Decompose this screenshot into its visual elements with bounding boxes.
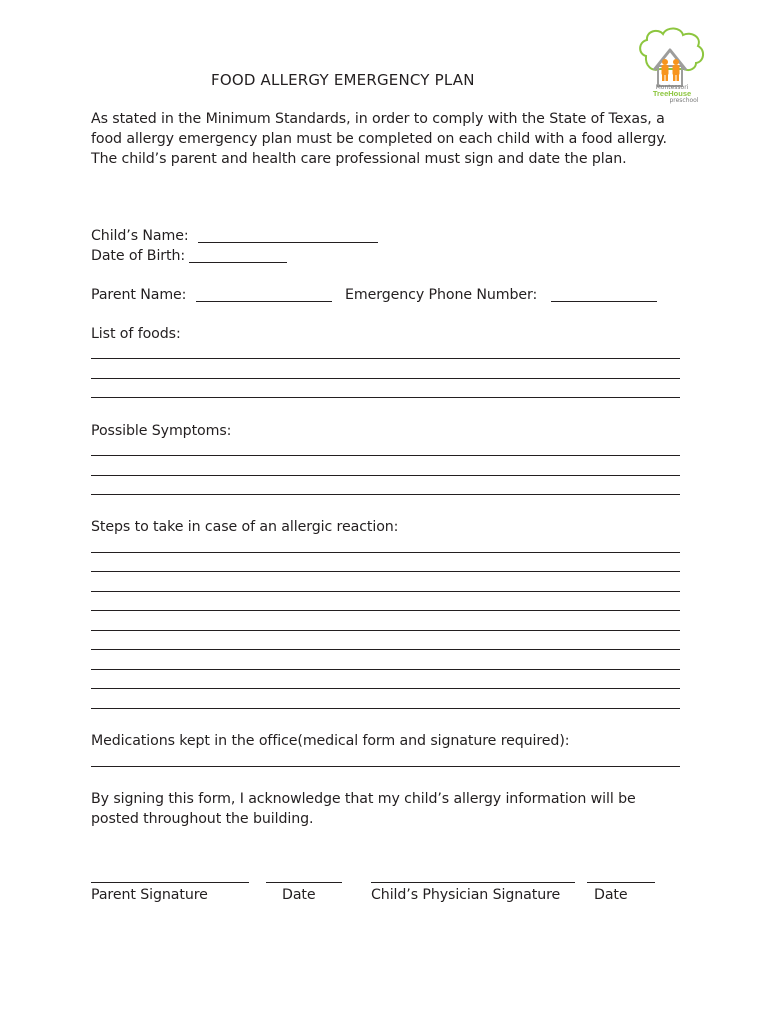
date2-line[interactable] [587,882,655,883]
steps-line[interactable] [91,669,680,670]
steps-label: Steps to take in case of an allergic reaction: [91,519,399,535]
intro-paragraph: As stated in the Minimum Standards, in order to comply with the State of Texas, a food allergy emergency plan must be completed on each child with a food allergy. The child’s parent and health care professional must sign and date the plan. [91,111,667,167]
steps-line[interactable] [91,591,680,592]
foods-line[interactable] [91,378,680,379]
parent-signature-line[interactable] [91,882,249,883]
dob-label: Date of Birth: [91,248,186,264]
steps-line[interactable] [91,630,680,631]
foods-line[interactable] [91,358,680,359]
steps-line[interactable] [91,708,680,709]
page-title: FOOD ALLERGY EMERGENCY PLAN [211,71,475,89]
physician-signature-label: Child’s Physician Signature [371,887,561,903]
symptoms-line[interactable] [91,494,680,495]
parent-signature-label: Parent Signature [91,887,208,903]
child-name-label: Child’s Name: [91,228,189,244]
treehouse-logo [636,26,708,104]
dob-field[interactable] [189,262,287,263]
date1-label: Date [282,887,316,903]
date1-line[interactable] [266,882,342,883]
emergency-phone-label: Emergency Phone Number: [345,287,538,303]
steps-line[interactable] [91,688,680,689]
medications-line[interactable] [91,766,680,767]
symptoms-line[interactable] [91,455,680,456]
symptoms-label: Possible Symptoms: [91,423,232,439]
svg-text:TreeHouse: TreeHouse [652,89,692,98]
steps-line[interactable] [91,610,680,611]
symptoms-line[interactable] [91,475,680,476]
physician-signature-line[interactable] [371,882,575,883]
foods-line[interactable] [91,397,680,398]
acknowledgement-text: By signing this form, I acknowledge that my child’s allergy information will be posted throughout the building. [91,791,636,827]
parent-name-field[interactable] [196,301,332,302]
treehouse-logo-icon [636,26,708,104]
svg-text:preschool: preschool [669,97,699,104]
child-name-field[interactable] [198,242,378,243]
parent-name-label: Parent Name: [91,287,187,303]
steps-line[interactable] [91,552,680,553]
foods-label: List of foods: [91,326,181,342]
steps-line[interactable] [91,571,680,572]
medications-label: Medications kept in the office(medical form and signature required): [91,733,570,749]
date2-label: Date [594,887,628,903]
steps-line[interactable] [91,649,680,650]
svg-text:Montessori: Montessori [655,84,689,91]
emergency-phone-field[interactable] [551,301,657,302]
